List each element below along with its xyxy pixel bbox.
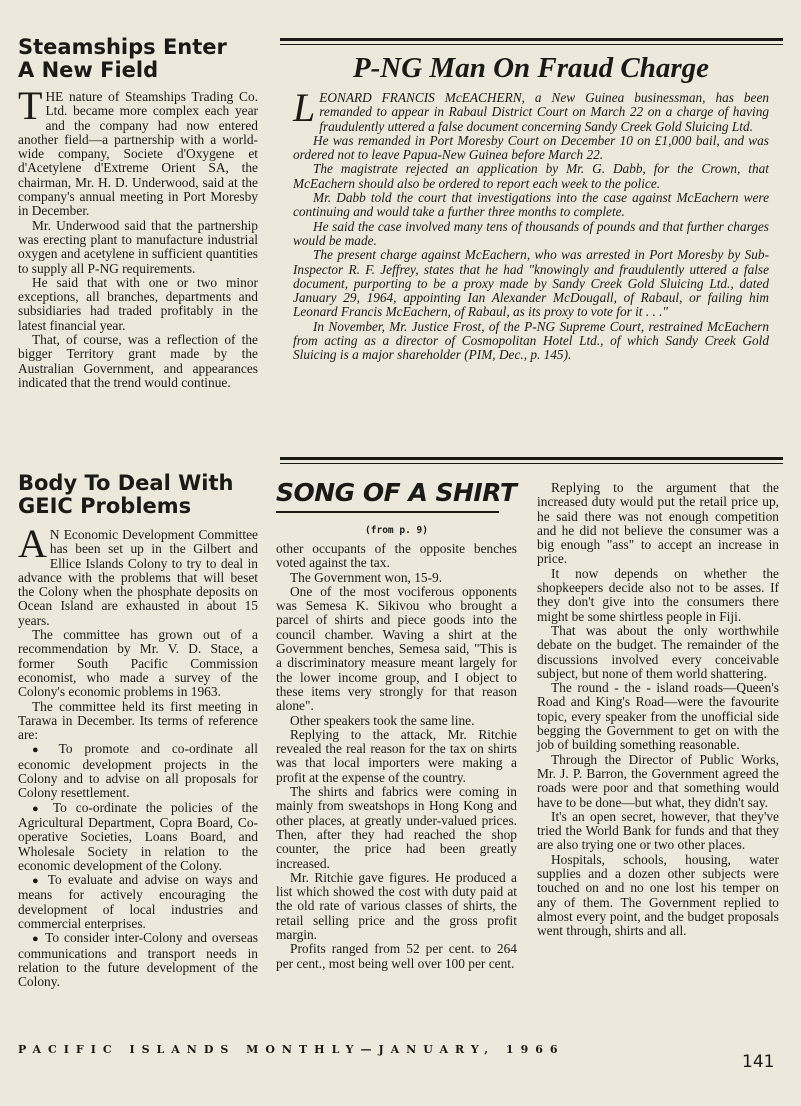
fraud-paragraph: Mr. Dabb told the court that investigations into the case against McEachern were continuing and would take a further three months to complete. xyxy=(293,190,769,220)
fraud-body xyxy=(293,85,769,363)
shirt-paragraph: Other speakers took the same line. xyxy=(290,712,475,728)
steamships-article xyxy=(18,36,258,390)
fraud-article xyxy=(293,52,769,363)
fraud-paragraph: The present charge against McEachern, who was arrested in Port Moresby by Sub-Inspector R. F. Jeffrey, states that he had "knowingly and fraudulently uttered a false document, purporting to be a proxy made by Sandy Creek Gold Sluicing Ltd., dated January 29, 1964, appointing Ian Alexander McDougall, of Rabaul, or failing him Leonard Francis McEachern, of Rabaul, as its proxy to vote for it . . ." xyxy=(293,247,769,320)
fraud-paragraph: LEONARD FRANCIS McEACHERN, a New Guinea businessman, has been remanded to appear in Rabaul District Court on March 22 on a charge of having fraudulently uttered a false document concerning Sandy Creek Gold Sluicing Ltd. xyxy=(293,85,769,134)
geic-bullet xyxy=(18,742,258,800)
shirt-article-col2 xyxy=(537,481,779,939)
shirt-paragraph: The Government won, 15-9. xyxy=(290,569,443,585)
fraud-paragraph: He said the case involved many tens of thousands of pounds and that further charges would be made. xyxy=(293,218,769,248)
shirt-paragraph: Replying to the argument that the increased duty would put the retail price up, he said there was not enough competition and he did not believe the consumer was a big enough "ass" to accept an increase in price. xyxy=(537,480,779,567)
steamships-headline xyxy=(18,36,258,82)
shirt-body-col2 xyxy=(537,481,779,939)
fraud-bottom-rule xyxy=(280,457,783,460)
geic-headline xyxy=(18,472,258,518)
shirt-paragraph: Through the Director of Public Works, Mr. J. P. Barron, the Government agreed the roads were poor and that something would have to be done—but what, they didn't say. xyxy=(537,751,779,810)
geic-paragraph: The committee has grown out of a recommendation by Mr. V. D. Stace, a former South Pacific Commission economist, who made a survey of the Colony's economic problems in 1963. xyxy=(18,627,258,700)
geic-body xyxy=(18,521,258,990)
steamships-paragraph: THE nature of Steamships Trading Co. Ltd. became more complex each year and the company had now entered another field—a partnership with a world-wide company, Societe d'Oxygene et d'Acetylene d'Extreme Orient SA, the chairman, Mr. H. D. Underwood, said at the company's annual meeting in Port Moresby in December. xyxy=(18,83,258,219)
fraud-paragraph: The magistrate rejected an application by Mr. G. Dabb, for the Crown, that McEachern should also be ordered to report each week to the police. xyxy=(293,161,769,191)
steamships-paragraph: Mr. Underwood said that the partnership was erecting plant to manufacture industrial oxygen and acetylene in sufficient quantities to supply all P-NG requirements. xyxy=(18,217,258,276)
geic-bullet-text: To consider inter-Colony and overseas communications and transport needs in relation to the future development of the Colony. xyxy=(18,930,258,990)
bullet-icon: ● xyxy=(32,744,48,757)
shirt-continued-from: (from p. 9) xyxy=(365,525,428,536)
geic-paragraph: The committee held its first meeting in Tarawa in December. Its terms of reference are: xyxy=(18,698,258,743)
geic-bullet xyxy=(18,801,258,873)
shirt-paragraph: It now depends on whether the shopkeepers decide also not to be asses. If they don't give into the consumers there might be some shirtless people in Fiji. xyxy=(537,565,779,624)
geic-bullet-text: To co-ordinate the policies of the Agricultural Department, Copra Board, Co-operative Societies, Loans Board, and Wholesale Society in relation to the economic development of the Colony. xyxy=(18,799,258,873)
bullet-icon: ● xyxy=(32,933,41,946)
fraud-paragraph: In November, Mr. Justice Frost, of the P-NG Supreme Court, restrained McEachern from acting as a director of Cosmopolitan Hotel Ltd., of which Sandy Creek Gold Sluicing is a major shareholder (PIM, Dec., p. 145). xyxy=(293,318,769,363)
shirt-paragraph: Profits ranged from 52 per cent. to 264 per cent., most being well over 100 per cent. xyxy=(276,941,517,971)
fraud-headline: P-NG Man On Fraud Charge xyxy=(352,52,710,84)
steamships-headline-line1: Steamships Enter xyxy=(18,35,227,59)
publication-footer: PACIFIC ISLANDS MONTHLY—JANUARY, 1966 xyxy=(18,1043,565,1056)
fraud-paragraph: He was remanded in Port Moresby Court on December 10 on £1,000 bail, and was ordered not to leave Papua-New Guinea before March 22. xyxy=(293,132,769,163)
steamships-body xyxy=(18,83,258,390)
geic-paragraph: AN Economic Development Committee has been set up in the Gilbert and Ellice Islands Colony to try to deal in advance with the problems that will beset the Colony when the phosphate deposits on Ocean Island are exhausted in about 15 years. xyxy=(18,521,258,628)
geic-bullet xyxy=(18,931,258,989)
shirt-paragraph: Mr. Ritchie gave figures. He produced a list which showed the cost with duty paid at the old rate of various classes of shirts, the retail selling price and the gross profit margin. xyxy=(276,869,517,943)
steamships-paragraph: That, of course, was a reflection of the bigger Territory grant made by the Australian Government, and appearances indicated that the trend would continue. xyxy=(18,332,258,390)
shirt-paragraph: It's an open secret, however, that they've tried the World Bank for funds and that they are also trying one or two other places. xyxy=(537,808,779,853)
shirt-paragraph: Replying to the attack, Mr. Ritchie revealed the real reason for the tax on shirts was that local importers were making a profit at the expense of the country. xyxy=(276,726,517,785)
shirt-paragraph: One of the most vociferous opponents was Semesa K. Sikivou who brought a parcel of shirts and piece goods into the council chamber. Waving a shirt at the Government benches, Semesa said, "This is a discriminatory measure meant largely for the lower income group, and I object to these items very strongly for that reason alone". xyxy=(276,583,517,714)
shirt-paragraph: The round - the - island roads—Queen's Road and King's Road—were the favourite topic, every speaker from the unofficial side begging the Government to get on with the job of building something reasonable. xyxy=(537,680,779,753)
fraud-top-rule xyxy=(280,38,783,41)
geic-bullet-text: To promote and co-ordinate all economic development projects in the Colony and to advise on all proposals for Colony resettlement. xyxy=(18,741,258,801)
geic-article xyxy=(18,472,258,990)
shirt-paragraph: The shirts and fabrics were coming in mainly from sweatshops in Hong Kong and other places, at greatly under-valued prices. Then, after they had reached the shop counter, the price had been greatly increased. xyxy=(276,784,517,871)
shirt-paragraph: That was about the only worthwhile debate on the budget. The remainder of the discussions involved every conceivable subject, but none of them world shattering. xyxy=(537,622,779,681)
shirt-body-col1 xyxy=(276,542,517,971)
steamships-paragraph: He said that with one or two minor exceptions, all branches, departments and subsidiaries had traded profitably in the latest financial year. xyxy=(18,274,258,333)
bullet-icon: ● xyxy=(32,802,45,815)
shirt-headline-rule xyxy=(276,511,499,513)
geic-bullet-text: To evaluate and advise on ways and means for actively encouraging the development of local industries and commercial enterprises. xyxy=(18,872,258,932)
steamships-headline-line2: A New Field xyxy=(18,58,159,82)
shirt-headline: SONG OF A SHIRT xyxy=(276,478,517,507)
bullet-icon: ● xyxy=(32,875,42,888)
geic-headline-line1: Body To Deal With xyxy=(18,471,234,495)
shirt-paragraph: Hospitals, schools, housing, water supplies and a dozen other subjects were touched on and no one lost his temper on any of them. The Government replied to almost every point, and the budget proposals went through, shirts and all. xyxy=(537,851,779,939)
shirt-article-col1 xyxy=(276,478,517,971)
geic-headline-line2: GEIC Problems xyxy=(18,494,192,518)
shirt-paragraph: other occupants of the opposite benches voted against the tax. xyxy=(276,541,517,571)
page-number: 141 xyxy=(742,1052,775,1072)
fraud-top-rule-thin xyxy=(280,44,783,45)
fraud-bottom-rule-thin xyxy=(280,463,783,464)
geic-bullet xyxy=(18,873,258,931)
